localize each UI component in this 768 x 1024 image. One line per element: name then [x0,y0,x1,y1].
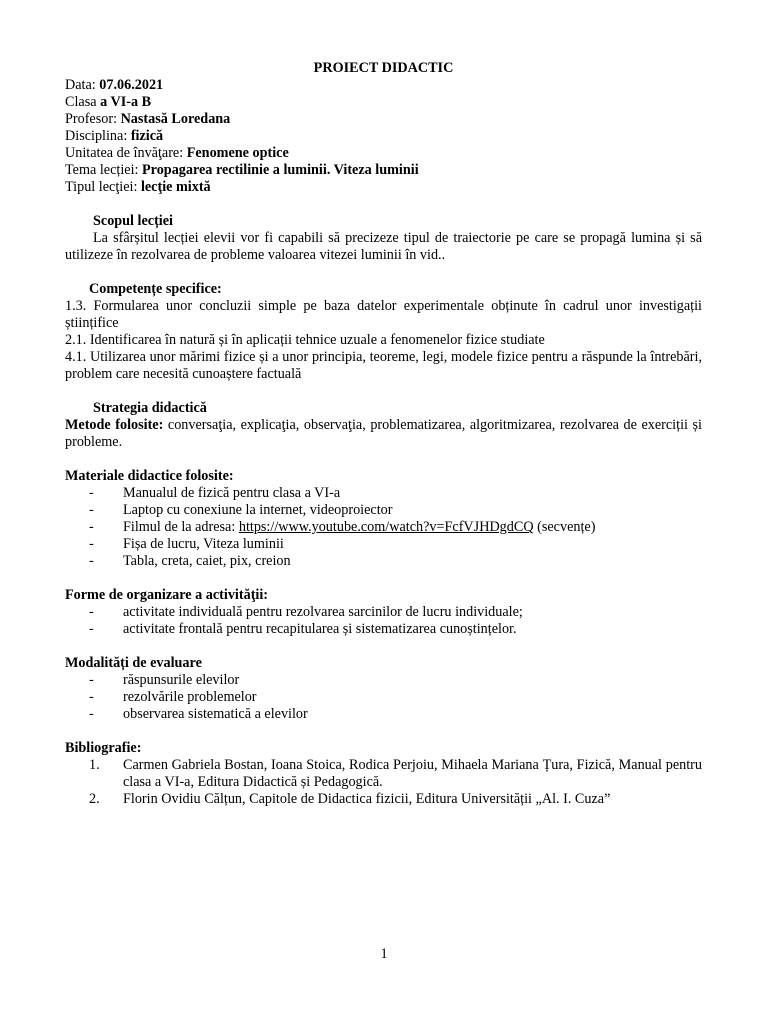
header-date: Data: 07.06.2021 [65,77,164,93]
list-item: - răspunsurile elevilor [65,672,702,689]
header-topic: Tema lecției: Propagarea rectilinie a luminii. Viteza luminii [65,162,419,178]
scop-text: La sfârșitul lecției elevii vor fi capabili să precizeze tipul de traiectorie pe care se propagă lumina și să utilizeze în rezolvarea de probleme valoarea vitezei luminii în vid.. [65,230,702,263]
list-item: - activitate individuală pentru rezolvarea sarcinilor de lucru individuale; [65,604,702,621]
document-title: PROIECT DIDACTIC [313,60,454,76]
competenta-item: 4.1. Utilizarea unor mărimi fizice și a unor principia, teoreme, legi, modele fizice pentru a răspunde la întrebări, problem care necesită cunoaștere factuală [65,349,702,382]
list-item: 1. Carmen Gabriela Bostan, Ioana Stoica, Rodica Perjoiu, Mihaela Mariana Țura, Fizică, Manual pentru clasa a VI-a, Editura Didactică și Pedagogică. [89,757,702,790]
strategia-section [65,400,702,451]
forme-list [65,604,702,638]
header-lesson-type: Tipul lecţiei: lecţie mixtă [65,179,211,195]
document-page [65,60,702,808]
header-class: Clasa a VI-a B [65,94,152,110]
metode-paragraph [65,417,702,451]
youtube-link[interactable]: https://www.youtube.com/watch?v=FcfVJHDgdCQ [238,519,534,535]
list-item: - observarea sistematică a elevilor [65,706,702,723]
list-item: - Fișa de lucru, Viteza luminii [65,536,702,553]
strategia-heading: Strategia didactică [93,400,207,416]
list-item: - Manualul de fizică pentru clasa a VI-a [65,485,702,502]
list-item: - activitate frontală pentru recapitularea și sistematizarea cunoștințelor. [65,621,702,638]
bibliografie-section [65,740,702,808]
forme-section [65,587,702,638]
list-item: - rezolvările problemelor [65,689,702,706]
competenta-item: 1.3. Formularea unor concluzii simple pe baza datelor experimentale obținute în cadrul unor investigații științifice [65,298,702,331]
evaluare-section [65,655,702,723]
evaluare-list [65,672,702,723]
competente-heading: Competențe specifice: [89,281,222,297]
competenta-item: 2.1. Identificarea în natură și în aplicații tehnice uzuale a fenomenelor fizice studiate [65,332,545,348]
header-discipline: Disciplina: fizică [65,128,164,144]
list-item: - Tabla, creta, caiet, pix, creion [65,553,702,570]
header-unit: Unitatea de învăţare: Fenomene optice [65,145,289,161]
list-item: 2. Florin Ovidiu Călțun, Capitole de Didactica fizicii, Editura Universității „Al. I. Cuza” [89,791,611,807]
list-item: - Filmul de la adresa: https://www.youtube.com/watch?v=FcfVJHDgdCQ (secvențe) [65,519,702,536]
forme-heading: Forme de organizare a activităţii: [65,587,269,603]
materiale-list [65,485,702,570]
page-number: 1 [380,946,388,962]
scop-heading: Scopul lecției [93,213,173,229]
metode-label: Metode folosite: [65,417,164,433]
list-item: - Laptop cu conexiune la internet, videoproiector [65,502,702,519]
competente-section [65,281,702,383]
materiale-section [65,468,702,570]
evaluare-heading: Modalități de evaluare [65,655,202,671]
bibliografie-heading: Bibliografie: [65,740,142,756]
bibliografie-list [65,757,702,808]
materiale-heading: Materiale didactice folosite: [65,468,234,484]
scop-section [65,213,702,264]
header-teacher: Profesor: Nastasă Loredana [65,111,231,127]
metode-text: conversaţia, explicaţia, observaţia, problematizarea, algoritmizarea, rezolvarea de exerciții și probleme. [65,417,702,450]
header-block [65,77,702,196]
